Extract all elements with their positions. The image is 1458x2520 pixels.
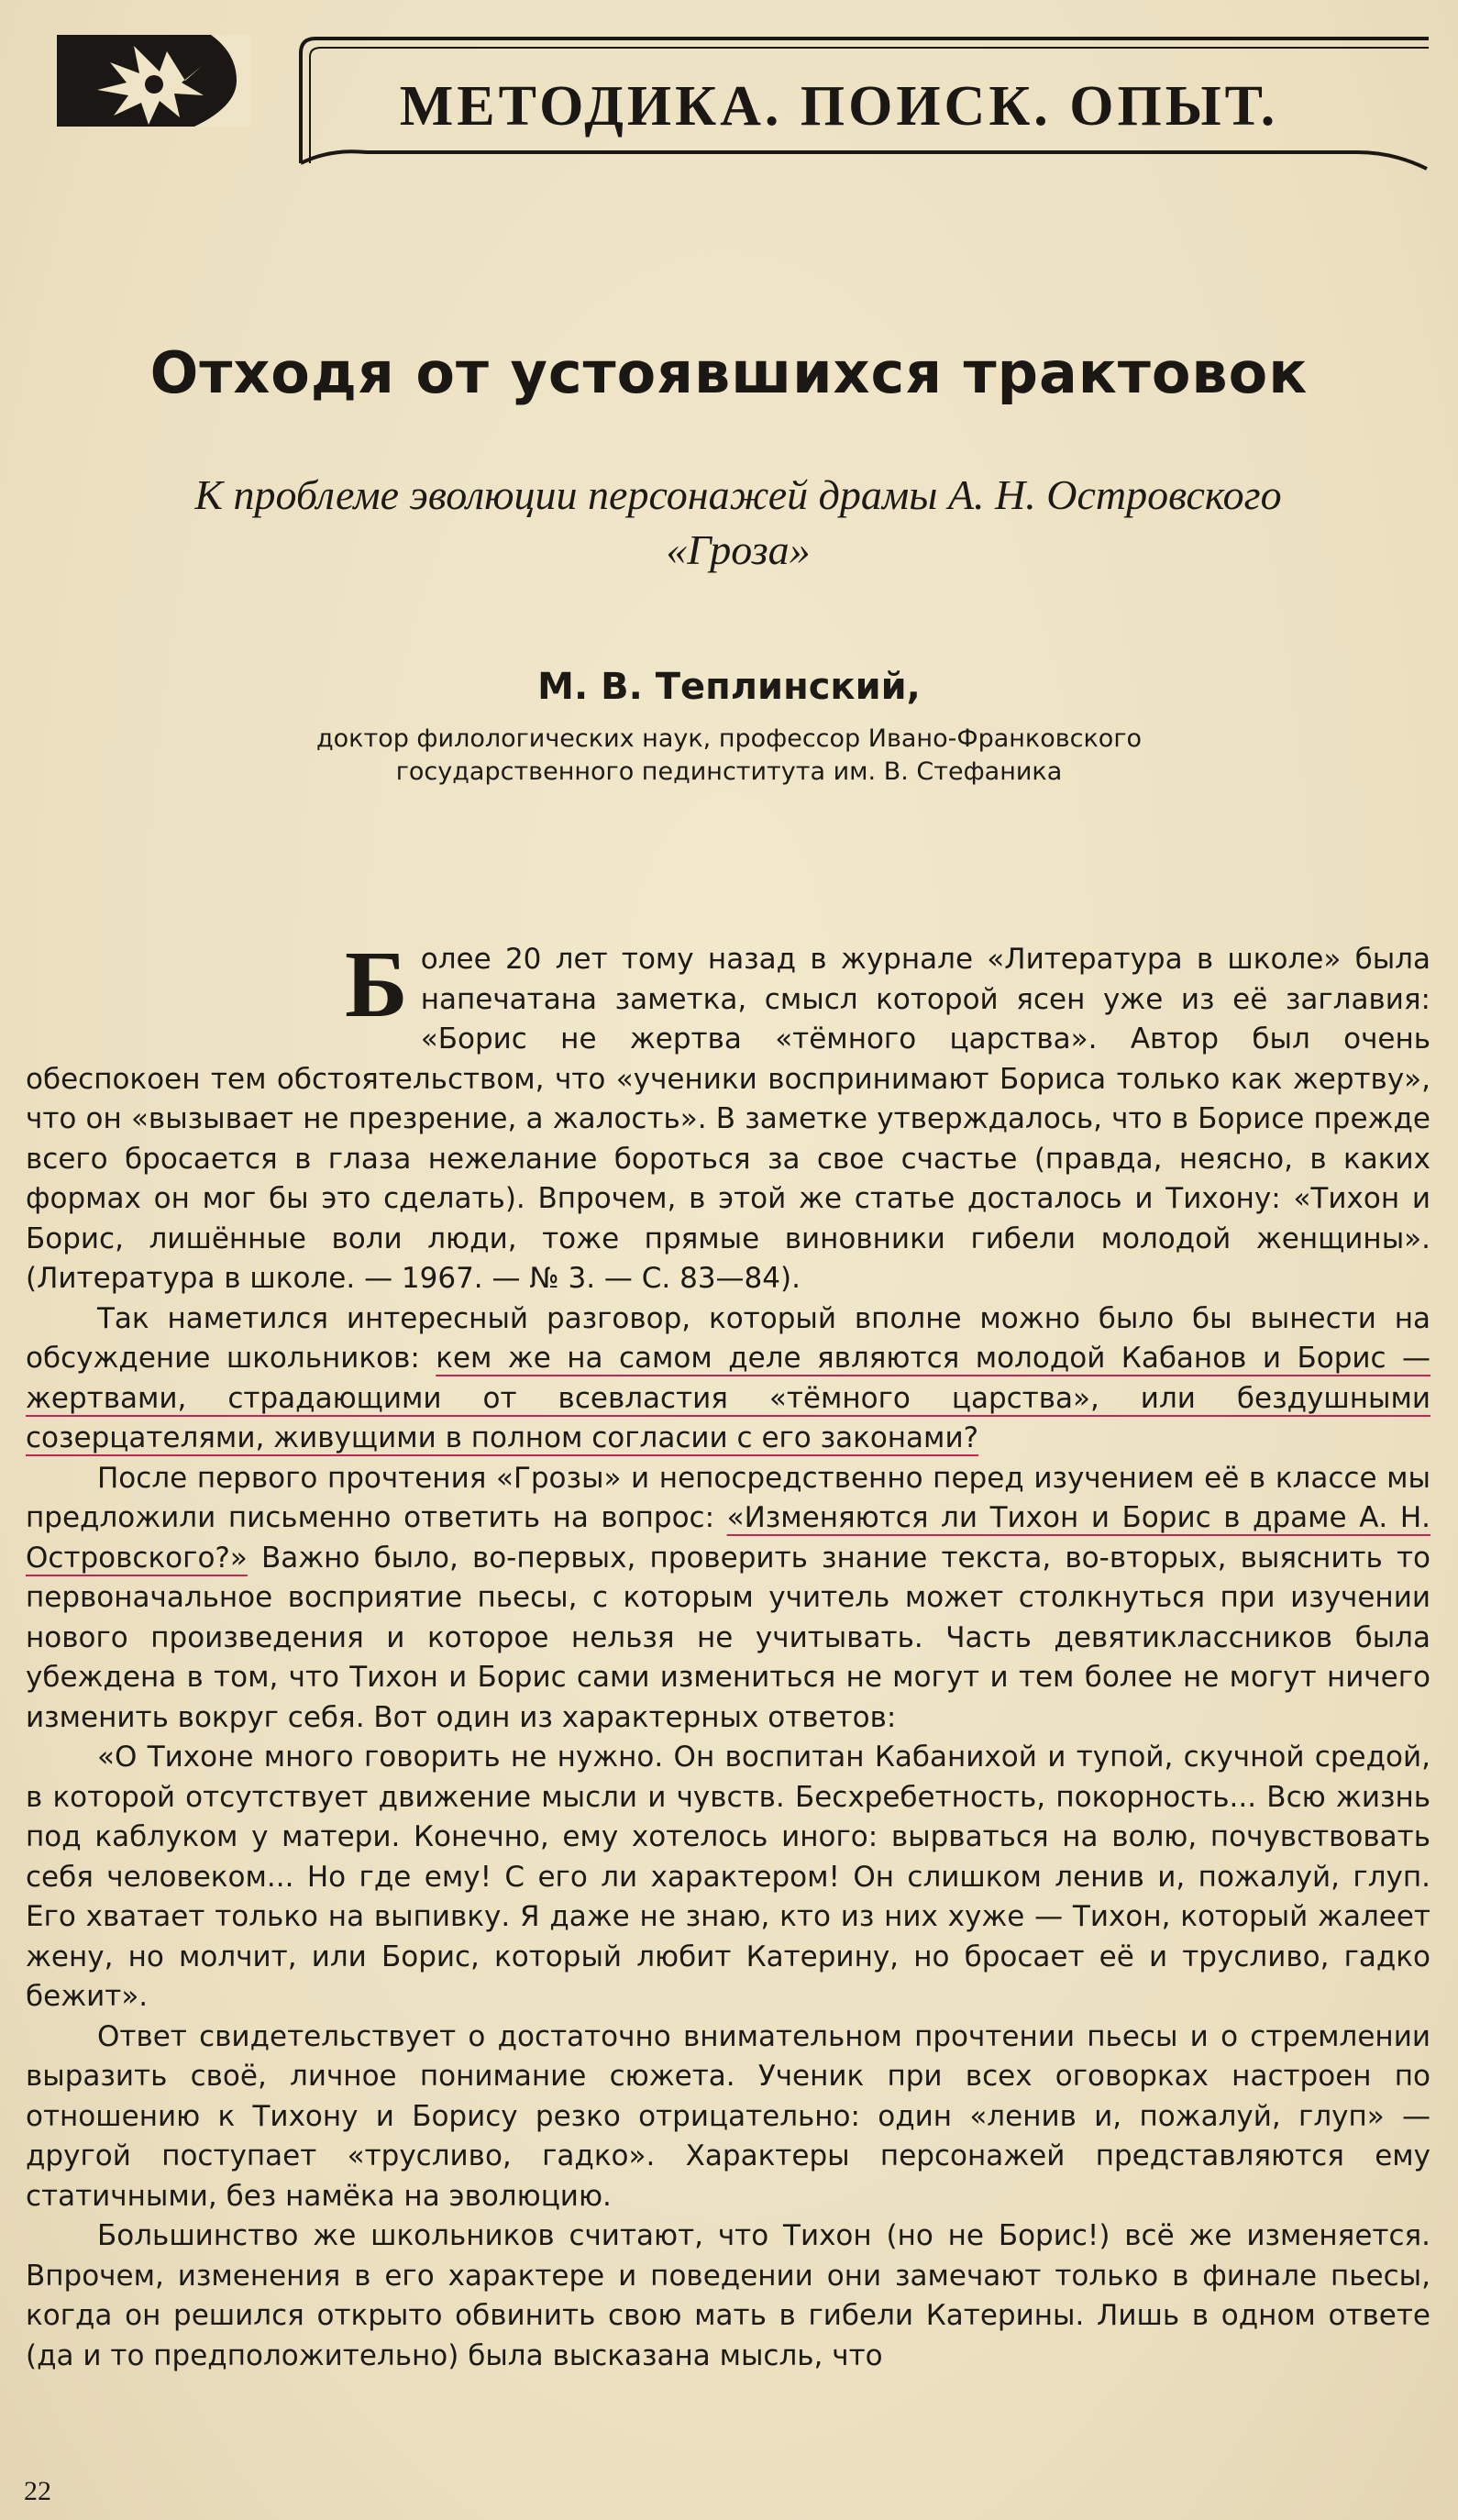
paragraph-1: [26, 932, 1430, 1299]
subtitle-line-1: К проблеме эволюции персонажей драмы А. Н. Островского: [194, 471, 1282, 518]
section-title: МЕТОДИКА. ПОИСК. ОПЫТ.: [399, 74, 1279, 138]
paragraph-5: Ответ свидетельствует о достаточно внимательном прочтении пьесы и о стремлении выразить своё, личное понимание сюжета. Ученик при всех оговорках настроен по отношению к Тихону и Борису резко отрицательно: один «ленив и, пожалуй, глуп» — другой поступает «трусливо, гадко». Характеры персонажей представляются ему статичными, без намёка на эволюцию.: [26, 2019, 1430, 2213]
paragraph-3-text: После первого прочтения «Грозы» и непосредственно перед изучением её в классе мы предложили письменно ответить на вопрос:: [26, 1461, 1430, 1534]
section-logo-icon: [57, 35, 251, 127]
article-title: Отходя от устоявшихся трактовок: [149, 339, 1309, 406]
page-number: 22: [24, 2476, 51, 2506]
author-name: М. В. Теплинский,: [537, 666, 921, 708]
affiliation-line-2: государственного пединститута им. В. Стефаника: [395, 757, 1063, 786]
underlined-survey-question: «Изменяются ли Тихон и Борис в драме А. Н. Островского?»: [26, 1501, 1430, 1575]
underlined-question: кем же на самом деле являются молодой Кабанов и Борис — жертвами, страдающими от всевластия «тёмного царства», или бездушными созерцателями, живущими в полном согласии с его законами?: [26, 1342, 1430, 1454]
paragraph-2-text: Так наметился интересный разговор, который вполне можно было бы вынести на обсуждение школьников:: [26, 1301, 1430, 1375]
paragraph-3-rest: Важно было, во-первых, проверить знание текста, во-вторых, выяснить то первоначальное восприятие пьесы, с которым учитель может столкнуться при изучении нового произведения и которое нельзя не учитывать. Часть девятиклассников была убеждена в том, что Тихон и Борис сами измениться не могут и тем более не могут ничего изменить вокруг себя. Вот один из характерных ответов:: [26, 1541, 1430, 1734]
article-subtitle: [37, 468, 1440, 578]
article-body: [26, 932, 1430, 2376]
paragraph-2: [26, 1299, 1430, 1459]
paragraph-6: Большинство же школьников считают, что Тихон (но не Борис!) всё же изменяется. Впрочем, изменения в его характере и поведении они замечают только в финале пьесы, когда он решился открыто обвинить свою мать в гибели Катерины. Лишь в одном ответе (да и то предположительно) была высказана мысль, что: [26, 2219, 1430, 2372]
drop-cap: Б: [345, 932, 408, 1037]
student-quote: «О Тихоне много говорить не нужно. Он воспитан Кабанихой и тупой, скучной средой, в которой отсутствует движение мысли и чувств. Бесхребетность, покорность... Всю жизнь под каблуком у матери. Конечно, ему хотелось иного: вырваться на волю, почувствовать себя человеком... Но где ему! С его ли характером! Он слишком ленив и, пожалуй, глуп. Его хватает только на выпивку. Я даже не знаю, кто из них хуже — Тихон, который жалеет жену, но молчит, или Борис, который любит Катерину, но бросает её и трусливо, гадко бежит».: [26, 1741, 1430, 2013]
author-affiliation: [0, 723, 1458, 789]
paragraph-1-text: олее 20 лет тому назад в журнале «Литература в школе» была напечатана заметка, смысл которой ясен уже из её заглавия: «Борис не жертва «тёмного царства». Автор был очень обеспокоен тем обстоятельством, что «ученики воспринимают Бориса только как жертву», что он «вызывает не презрение, а жалость». В заметке утверждалось, что в Борисе прежде всего бросается в глаза нежелание бороться за свое счастье (правда, неясно, в каких формах он мог бы это сделать). Впрочем, в этой же статье досталось и Тихону: «Тихон и Борис, лишённые воли люди, тоже прямые виновники гибели молодой женщины». (Литература в школе. — 1967. — № 3. — С. 83—84).: [26, 943, 1430, 1295]
affiliation-line-1: доктор филологических наук, профессор Ивано-Франковского: [315, 724, 1143, 753]
subtitle-line-2: «Гроза»: [666, 526, 811, 573]
paragraph-3: [26, 1459, 1430, 1739]
